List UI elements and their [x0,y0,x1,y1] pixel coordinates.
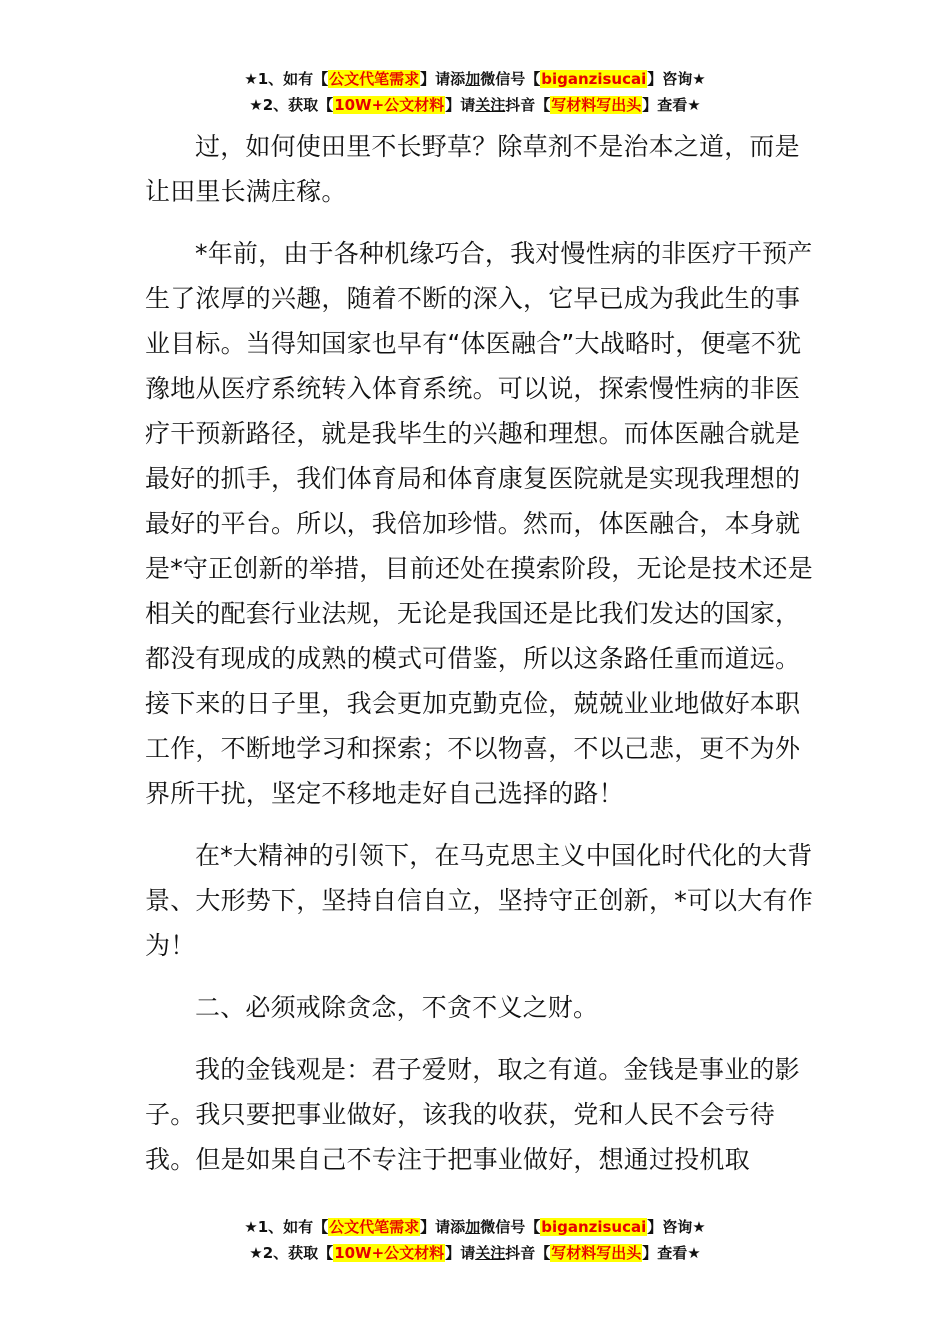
wechat-id-highlight: biganzisucai [541,70,647,88]
douyin-account-highlight: 写材料写出头 [551,96,642,114]
paragraph: 我的金钱观是：君子爱财，取之有道。金钱是事业的影子。我只要把事业做好，该我的收获，党和人民不会亏待我。但是如果自己不专注于把事业做好，想通过投机取 [145,1055,800,1174]
banner-highlight: 公文代笔需求 [329,70,420,88]
banner-line-1: ★1、如有【公文代笔需求】请添加微信号【biganzisucai】咨询★ [244,70,706,88]
banner-highlight: 10W+公文材料 [334,96,445,114]
header-banner [0,66,950,118]
banner-line-1: ★1、如有【公文代笔需求】请添加微信号【biganzisucai】咨询★ [244,1218,706,1236]
paragraph: *年前，由于各种机缘巧合，我对慢性病的非医疗干预产生了浓厚的兴趣，随着不断的深入，它早已成为我此生的事业目标。当得知国家也早有“体医融合”大战略时，便毫不犹豫地从医疗系统转入体育系统。可以说，探索慢性病的非医疗干预新路径，就是我毕生的兴趣和理想。而体医融合就是最好的抓手，我们体育局和体育康复医院就是实现我理想的最好的平台。所以，我倍加珍惜。然而，体医融合，本身就是*守正创新的举措，目前还处在摸索阶段，无论是技术还是相关的配套行业法规，无论是我国还是比我们发达的国家，都没有现成的成熟的模式可借鉴，所以这条路任重而道远。接下来的日子里，我会更加克勤克俭，兢兢业业地做好本职工作，不断地学习和探索；不以物喜，不以己悲，更不为外界所干扰，坚定不移地走好自己选择的路！ [145,239,813,808]
paragraph: 过，如何使田里不长野草？除草剂不是治本之道，而是让田里长满庄稼。 [145,132,800,206]
banner-line-2: ★2、获取【10W+公文材料】请关注抖音【写材料写出头】查看★ [249,96,701,114]
wechat-id-highlight: biganzisucai [541,1218,647,1236]
footer-banner [0,1214,950,1266]
banner-highlight: 10W+公文材料 [334,1244,445,1262]
douyin-account-highlight: 写材料写出头 [551,1244,642,1262]
banner-line-2: ★2、获取【10W+公文材料】请关注抖音【写材料写出头】查看★ [249,1244,701,1262]
paragraph: 在*大精神的引领下，在马克思主义中国化时代化的大背景、大形势下，坚持自信自立，坚持守正创新，*可以大有作为！ [145,841,813,960]
section-heading: 二、必须戒除贪念，不贪不义之财。 [195,993,599,1022]
document-body [145,124,813,1182]
banner-highlight: 公文代笔需求 [329,1218,420,1236]
